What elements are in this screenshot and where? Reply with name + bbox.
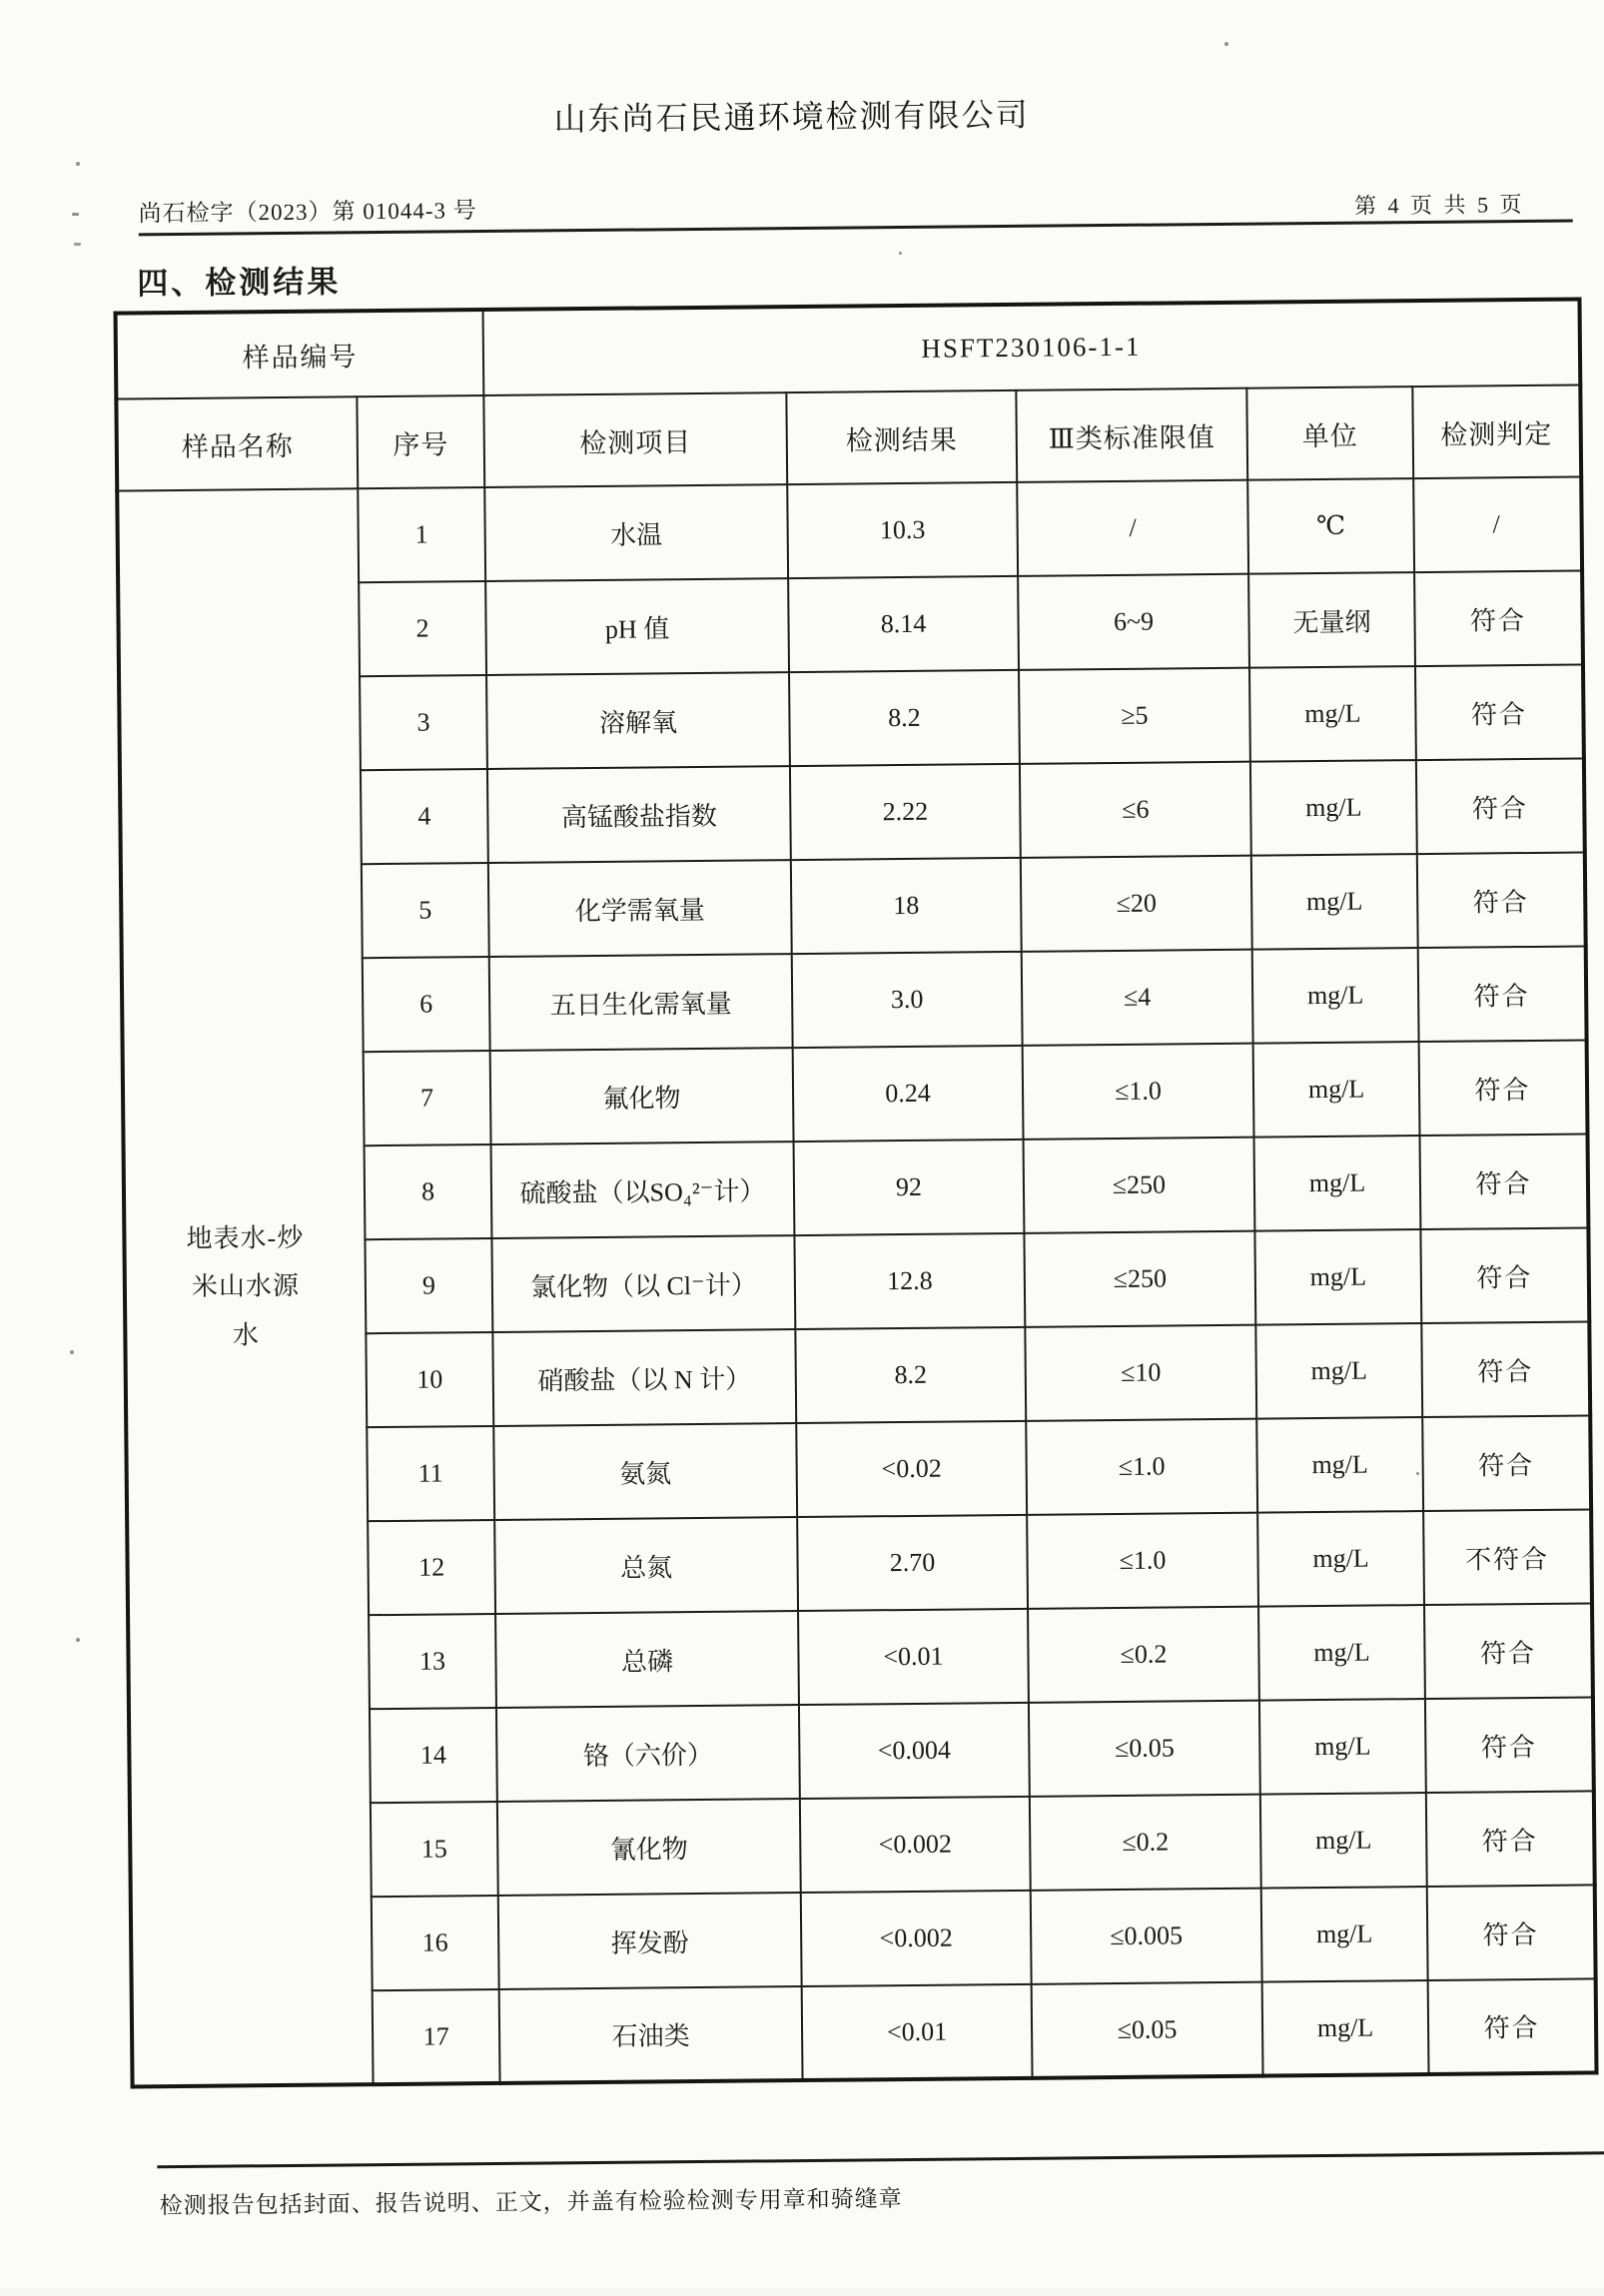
footer-divider [157, 2151, 1604, 2168]
standard-limit: ≤0.2 [1030, 1795, 1261, 1891]
unit: ℃ [1247, 478, 1414, 574]
standard-limit: ≤0.2 [1028, 1607, 1259, 1703]
unit: mg/L [1253, 1042, 1420, 1138]
unit: mg/L [1255, 1323, 1422, 1419]
judgment-status: 不符合 [1423, 1509, 1592, 1605]
test-item: 水温 [484, 484, 788, 581]
unit: mg/L [1252, 948, 1419, 1044]
test-result: <0.01 [798, 1609, 1029, 1705]
column-header-sample-name: 样品名称 [116, 396, 358, 490]
judgment-status: 符合 [1426, 1791, 1595, 1887]
sample-name-cell [117, 488, 373, 2086]
standard-limit: / [1017, 480, 1248, 576]
judgment-status: 符合 [1421, 1321, 1590, 1417]
unit: mg/L [1261, 1887, 1428, 1982]
test-result: 0.24 [793, 1046, 1024, 1142]
judgment-status: 符合 [1414, 570, 1583, 666]
column-header-judgment: 检测判定 [1412, 384, 1581, 478]
unit: mg/L [1259, 1699, 1426, 1795]
judgment-status: 符合 [1425, 1697, 1594, 1793]
unit: mg/L [1256, 1417, 1423, 1513]
judgment-status: 符合 [1416, 758, 1585, 854]
standard-limit: ≥5 [1019, 668, 1250, 764]
test-result: 3.0 [792, 952, 1023, 1048]
judgment-status: 符合 [1415, 664, 1584, 760]
row-number: 11 [367, 1426, 494, 1521]
row-number: 15 [371, 1802, 498, 1897]
unit: mg/L [1250, 760, 1417, 856]
standard-limit: ≤250 [1024, 1231, 1255, 1327]
test-result: <0.002 [800, 1797, 1031, 1893]
unit: mg/L [1254, 1136, 1421, 1231]
test-item: 硝酸盐（以 N 计） [492, 1329, 796, 1426]
unit: mg/L [1258, 1605, 1425, 1701]
column-header-class3-limit: Ⅲ类标准限值 [1016, 388, 1247, 482]
test-item: 氟化物 [490, 1048, 794, 1145]
row-number: 17 [373, 1989, 500, 2084]
unit: mg/L [1262, 1980, 1429, 2076]
test-result: 2.22 [790, 764, 1021, 860]
test-item: 挥发酚 [498, 1893, 802, 1989]
row-number: 8 [365, 1145, 492, 1239]
document-number: 尚石检字（2023）第 01044-3 号 [138, 198, 477, 227]
standard-limit: ≤1.0 [1027, 1513, 1258, 1609]
unit: mg/L [1260, 1793, 1427, 1889]
scan-speck [70, 1350, 74, 1354]
column-header-unit: 单位 [1246, 386, 1413, 480]
results-table [114, 297, 1599, 2088]
unit: mg/L [1257, 1511, 1424, 1607]
row-number: 4 [361, 769, 488, 864]
test-item: 铬（六价） [496, 1705, 800, 1802]
test-item: 溶解氧 [486, 672, 790, 769]
judgment-status: 符合 [1419, 1040, 1588, 1136]
test-result: 8.2 [789, 670, 1020, 766]
test-item: pH 值 [485, 578, 789, 675]
sample-id-label: 样品编号 [116, 310, 484, 399]
judgment-status: 符合 [1417, 852, 1586, 948]
scan-speck [899, 252, 902, 255]
test-result: 2.70 [797, 1515, 1028, 1611]
sample-name: 地表水-炒米山水源水 [186, 1223, 305, 1350]
test-result: <0.01 [802, 1984, 1033, 2080]
test-item: 五日生化需氧量 [489, 954, 793, 1051]
standard-limit: ≤10 [1025, 1325, 1256, 1421]
judgment-status: 符合 [1427, 1885, 1596, 1980]
test-item: 氨氮 [493, 1423, 797, 1520]
footer-note: 检测报告包括封面、报告说明、正文，并盖有检验检测专用章和骑缝章 [159, 2186, 903, 2219]
row-number: 6 [363, 957, 490, 1052]
column-header-row [116, 384, 1581, 490]
column-header-test-item: 检测项目 [483, 392, 787, 487]
unit: mg/L [1251, 854, 1418, 950]
row-number: 1 [358, 487, 485, 582]
standard-limit: 6~9 [1018, 574, 1249, 670]
test-result: 92 [794, 1140, 1025, 1235]
standard-limit: ≤250 [1024, 1138, 1255, 1233]
page-indicator: 第 4 页 共 5 页 [1353, 192, 1525, 219]
row-number: 14 [370, 1708, 497, 1803]
test-item: 化学需氧量 [488, 860, 792, 957]
standard-limit: ≤1.0 [1023, 1044, 1254, 1140]
row-number: 5 [362, 863, 489, 958]
test-result: <0.004 [799, 1703, 1030, 1799]
row-number: 9 [365, 1238, 492, 1333]
standard-limit: ≤0.05 [1032, 1982, 1263, 2078]
standard-limit: ≤0.005 [1031, 1889, 1262, 1984]
judgment-status: / [1413, 476, 1582, 572]
test-result: 8.14 [788, 576, 1019, 672]
company-name: 山东尚石民通环境检测有限公司 [553, 96, 1030, 138]
scan-speck [1224, 42, 1228, 46]
test-result: 10.3 [787, 482, 1018, 578]
test-result: <0.002 [801, 1891, 1032, 1986]
test-item: 高锰酸盐指数 [487, 766, 791, 863]
scan-speck [1416, 1472, 1419, 1475]
test-item: 氯化物（以 Cl⁻计） [491, 1235, 795, 1332]
column-header-test-result: 检测结果 [786, 390, 1017, 484]
column-header-index: 序号 [357, 395, 484, 488]
test-item: 石油类 [499, 1986, 803, 2083]
unit: mg/L [1254, 1229, 1421, 1325]
judgment-status: 符合 [1428, 1978, 1597, 2074]
standard-limit: ≤6 [1020, 762, 1251, 858]
scan-speck [76, 1638, 80, 1642]
scan-speck [76, 162, 80, 166]
unit: mg/L [1249, 666, 1416, 762]
standard-limit: ≤0.05 [1029, 1701, 1260, 1797]
row-number: 7 [364, 1051, 491, 1146]
section-title: 四、检测结果 [137, 264, 342, 302]
judgment-status: 符合 [1420, 1227, 1589, 1323]
judgment-status: 符合 [1420, 1134, 1589, 1229]
judgment-status: 符合 [1424, 1603, 1593, 1699]
test-item: 总磷 [495, 1611, 799, 1708]
test-result: 18 [791, 858, 1022, 954]
standard-limit: ≤1.0 [1026, 1419, 1257, 1515]
sample-id-value: HSFT230106-1-1 [483, 299, 1581, 395]
standard-limit: ≤20 [1021, 856, 1252, 952]
judgment-status: 符合 [1418, 946, 1587, 1042]
row-number: 16 [372, 1896, 499, 1990]
test-result: 12.8 [794, 1233, 1025, 1329]
test-result: <0.02 [796, 1421, 1027, 1517]
test-item: 硫酸盐（以SO₄²⁻计） [491, 1142, 795, 1238]
standard-limit: ≤4 [1022, 950, 1253, 1046]
test-item: 总氮 [494, 1517, 798, 1614]
scan-speck [74, 243, 81, 246]
unit: 无量纲 [1248, 572, 1415, 668]
row-number: 12 [368, 1520, 495, 1615]
row-number: 13 [369, 1614, 496, 1709]
table-row [117, 476, 1582, 584]
judgment-status: 符合 [1422, 1415, 1591, 1511]
row-number: 2 [359, 581, 486, 676]
sample-id-row [116, 299, 1581, 398]
row-number: 3 [360, 675, 487, 770]
test-result: 8.2 [795, 1327, 1026, 1423]
scan-speck [72, 213, 79, 216]
row-number: 10 [366, 1332, 493, 1427]
test-item: 氰化物 [497, 1799, 801, 1896]
